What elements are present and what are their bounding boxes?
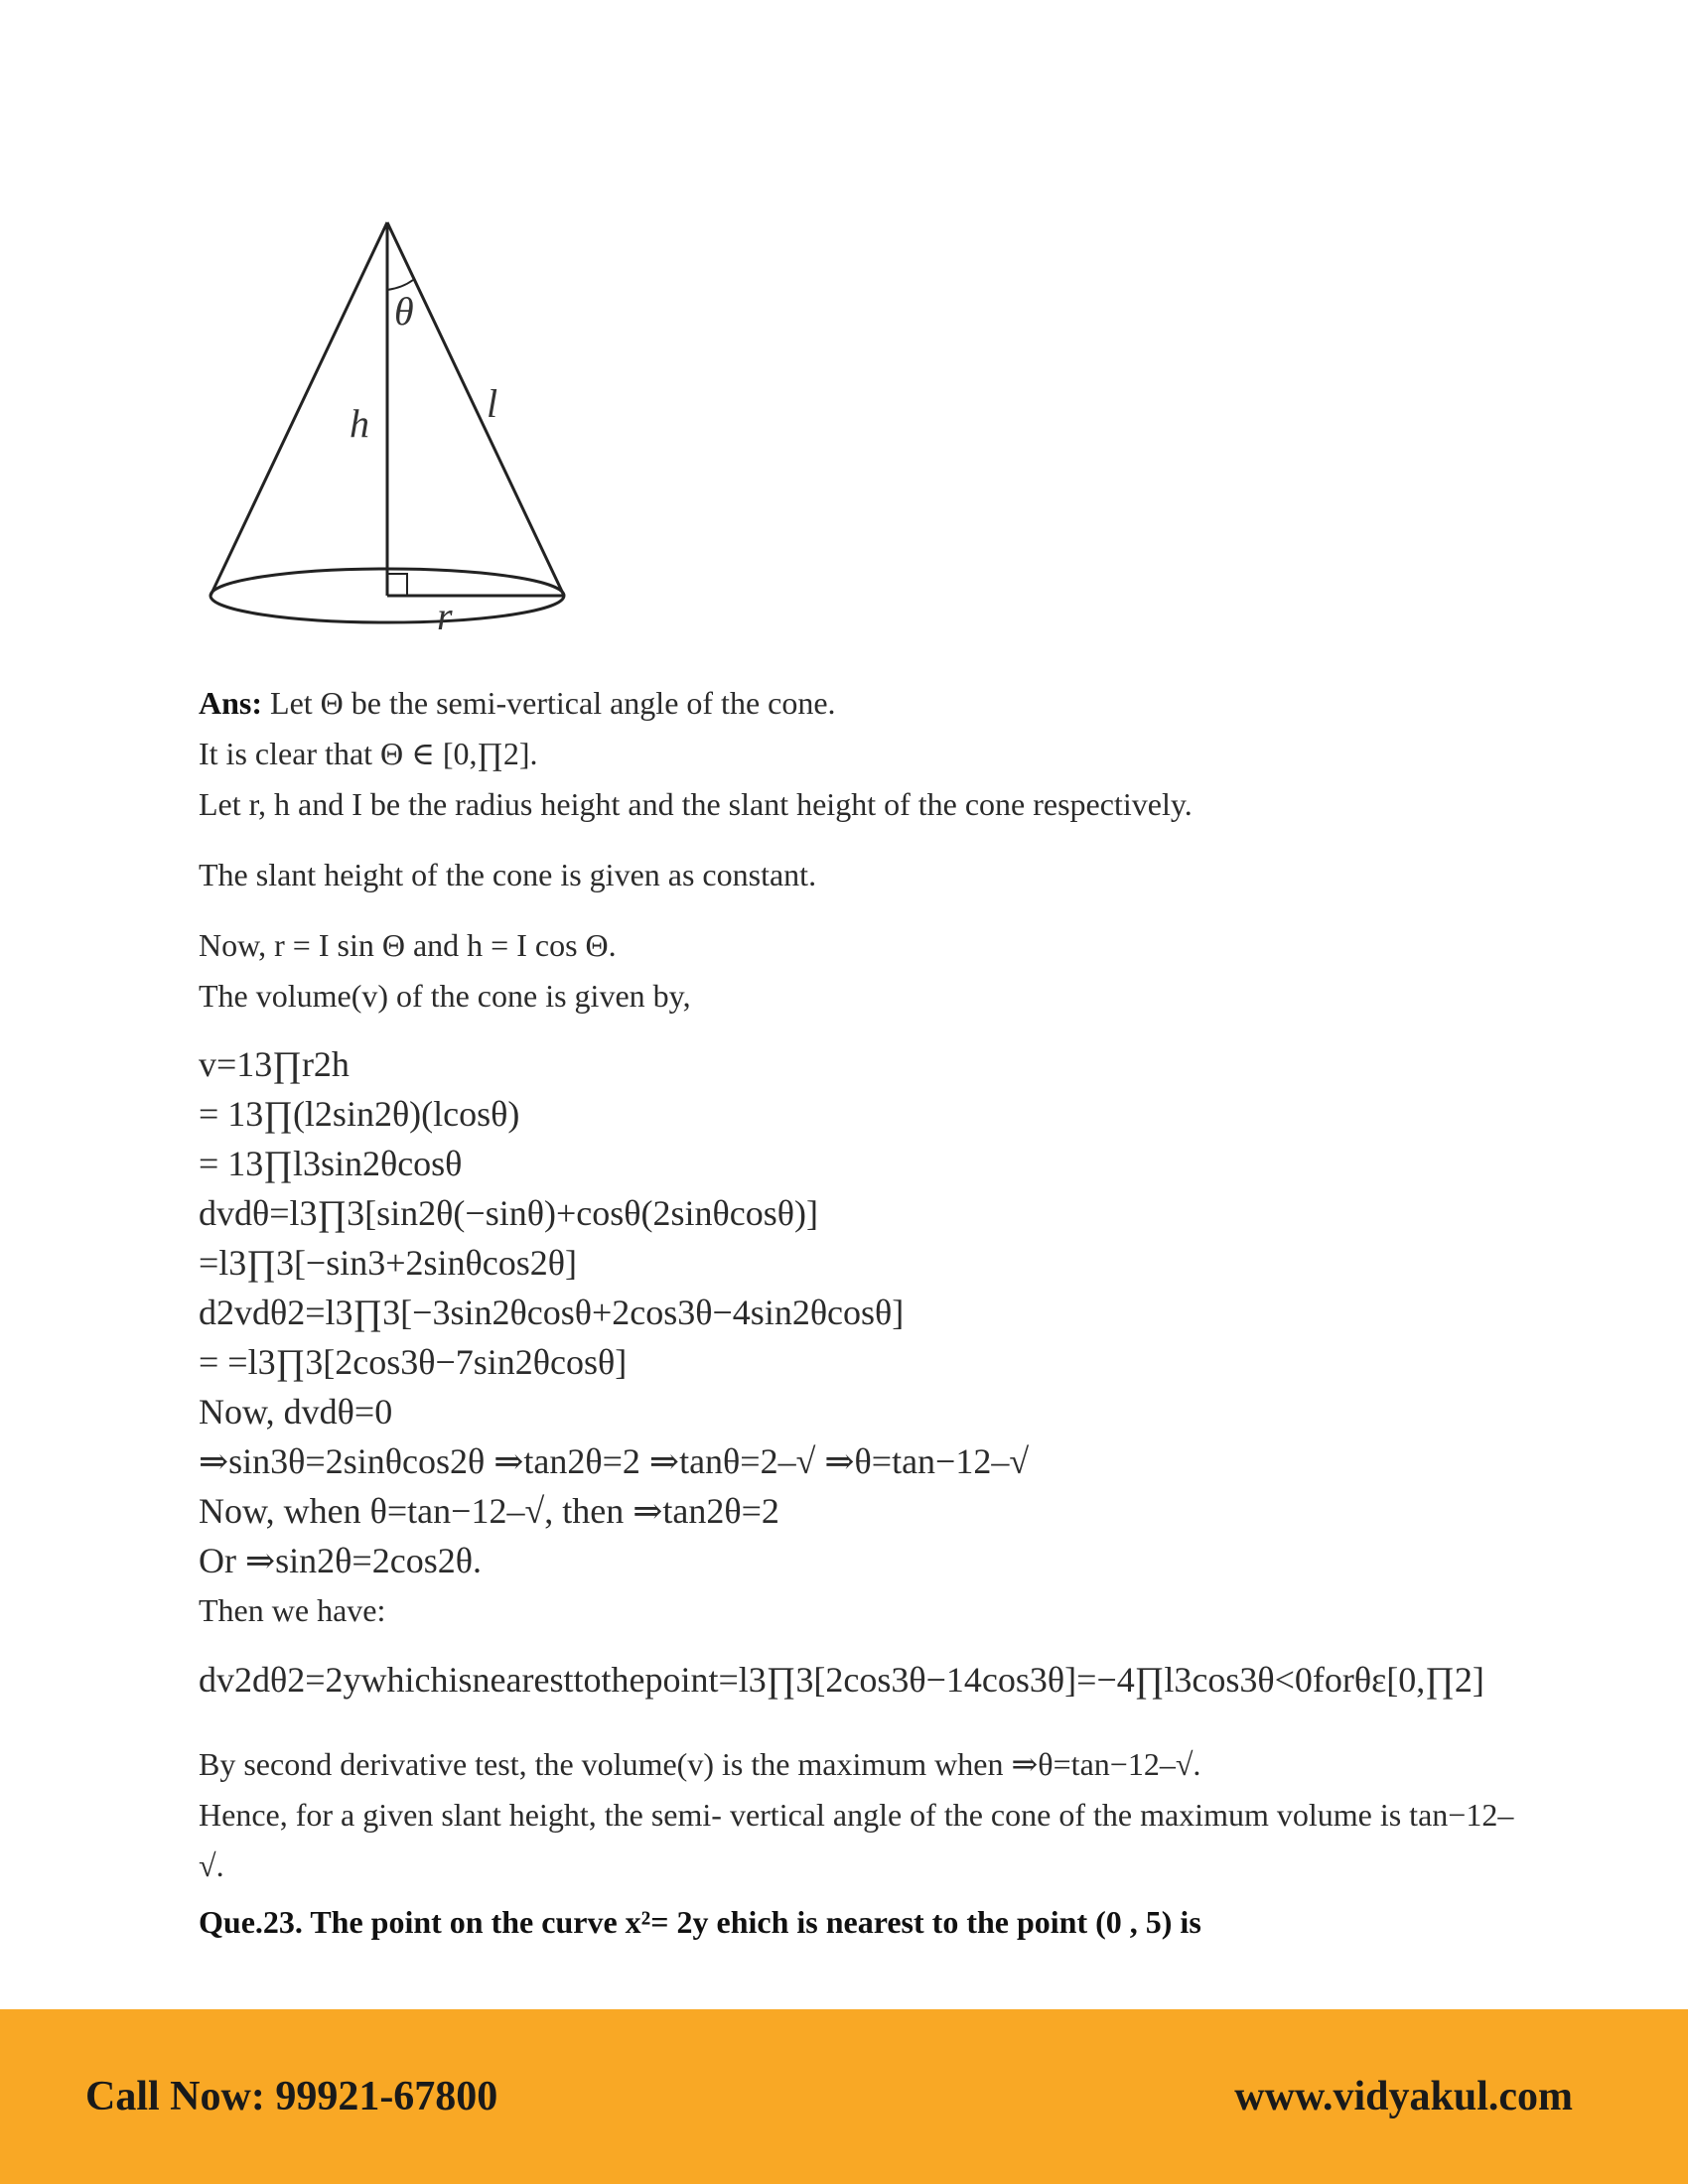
volume-intro: The volume(v) of the cone is given by,: [199, 978, 691, 1014]
final-answer-line: Hence, for a given slant height, the semi- vertical angle of the cone of the maximum volume is tan−12–√.: [199, 1797, 1514, 1883]
l-label: l: [487, 381, 498, 426]
call-now-phone[interactable]: Call Now: 99921-67800: [85, 2074, 498, 2119]
r-label: r: [437, 594, 453, 638]
h-label: h: [350, 401, 369, 446]
answer-label: Ans:: [199, 685, 263, 721]
equation-line: d2vdθ2=l3∏3[−3sin2θcosθ+2cos3θ−4sin2θcosθ]: [199, 1293, 905, 1332]
cone-slant-edge: [387, 222, 564, 596]
equation-line: ⇒sin3θ=2sinθcos2θ ⇒tan2θ=2 ⇒tanθ=2–√ ⇒θ=tan−12–√: [199, 1441, 1030, 1481]
slant-constant-line: The slant height of the cone is given as constant.: [199, 857, 817, 892]
conclusion-line: By second derivative test, the volume(v) is the maximum when ⇒θ=tan−12–√.: [199, 1746, 1201, 1782]
next-question: [199, 1897, 1519, 1948]
theta-range: It is clear that Θ ∈ [0,∏2].: [199, 736, 538, 771]
second-derivative-line: dv2dθ2=2ywhichisnearesttothepoint=l3∏3[2cos3θ−14cos3θ]=−4∏l3cos3θ<0forθε[0,∏2]: [199, 1660, 1484, 1700]
equation-line: = 13∏(l2sin2θ)(lcosθ): [199, 1094, 520, 1134]
equation-line: dvdθ=l3∏3[sin2θ(−sinθ)+cosθ(2sinθcosθ)]: [199, 1193, 818, 1233]
answer-content: [199, 678, 1519, 1948]
then-line: Then we have:: [199, 1592, 386, 1628]
equation-line: Now, when θ=tan−12–√, then ⇒tan2θ=2: [199, 1491, 779, 1531]
theta-label: θ: [394, 289, 414, 334]
equation-line: = =l3∏3[2cos3θ−7sin2θcosθ]: [199, 1342, 628, 1382]
equation-line: v=13∏r2h: [199, 1044, 350, 1084]
r-h-relation: Now, r = I sin Θ and h = I cos Θ.: [199, 927, 617, 963]
website-link[interactable]: www.vidyakul.com: [1234, 2074, 1573, 2119]
right-angle-mark: [387, 574, 407, 596]
footer-banner: [0, 2009, 1688, 2184]
definition-line: Let r, h and I be the radius height and the slant height of the cone respectively.: [199, 786, 1193, 822]
cone-figure: [199, 208, 581, 645]
equation-line: =l3∏3[−sin3+2sinθcos2θ]: [199, 1243, 578, 1283]
question-text: Que.23. The point on the curve x²= 2y ehich is nearest to the point (0 , 5) is: [199, 1904, 1201, 1940]
equation-line: Now, dvdθ=0: [199, 1392, 393, 1432]
cone-diagram: [199, 208, 581, 645]
answer-intro-text: Let Θ be the semi-vertical angle of the cone.: [262, 685, 836, 721]
equation-line: Or ⇒sin2θ=2cos2θ.: [199, 1541, 482, 1580]
answer-intro: [199, 678, 1519, 729]
equation-line: = 13∏l3sin2θcosθ: [199, 1144, 463, 1183]
